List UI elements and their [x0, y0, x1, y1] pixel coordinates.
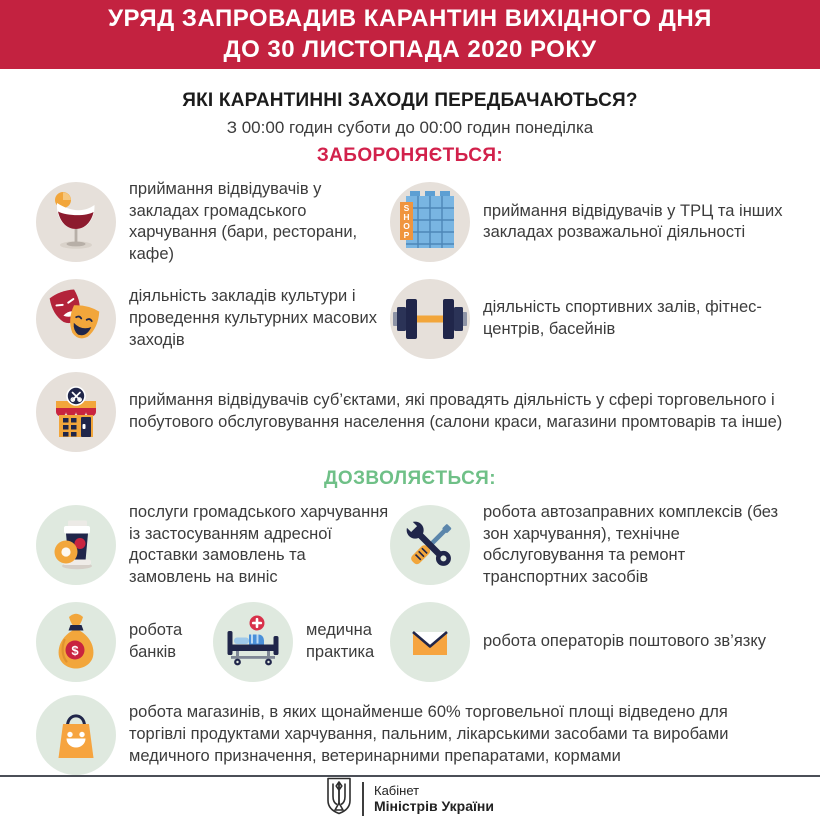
beauty-store-icon	[36, 372, 116, 452]
item-text: робота банків	[129, 621, 183, 661]
footer-divider	[362, 782, 364, 816]
item-text: приймання відвідувачів у закладах громадського харчування (бари, ресторани, кафе)	[129, 179, 358, 264]
list-item	[390, 502, 784, 589]
time-period: З 00:00 годин суботи до 00:00 годин понеділка	[226, 117, 594, 137]
dumbbell-icon	[390, 279, 470, 359]
prohibited-list	[36, 179, 784, 452]
footer-org-name	[374, 783, 494, 814]
list-item	[36, 602, 213, 682]
svg-text:$: $	[71, 642, 79, 658]
main-content	[0, 69, 820, 775]
footer-org-line2: Міністрів України	[374, 798, 494, 814]
section-question: ЯКІ КАРАНТИННІ ЗАХОДИ ПЕРЕДБАЧАЮТЬСЯ?	[182, 89, 638, 111]
allowed-list-row2	[36, 602, 784, 682]
item-text: медична практика	[306, 621, 375, 661]
trident-emblem-icon	[326, 777, 352, 820]
item-text: робота магазинів, в яких щонайменше 60% торговельної площі відведено для торгівлі продуктами харчування, пальним, лікарськими засобами та виробами медичного призначення, ветеринарними препаратами, кормами	[129, 703, 729, 765]
prohibited-heading: ЗАБОРОНЯЄТЬСЯ:	[316, 144, 504, 166]
list-item	[36, 372, 784, 452]
repair-tools-icon	[390, 505, 470, 585]
shopping-bag-icon	[36, 695, 116, 775]
footer-org-line1: Кабінет	[374, 783, 420, 798]
item-text: робота операторів поштового зв’язку	[483, 632, 766, 651]
list-item	[390, 602, 784, 682]
header-title-line1: УРЯД ЗАПРОВАДИВ КАРАНТИН ВИХІДНОГО ДНЯ	[108, 4, 712, 32]
list-item	[36, 695, 784, 775]
allowed-list	[36, 502, 784, 589]
item-text: приймання відвідувачів у ТРЦ та інших закладах розважальної діяльності	[483, 201, 783, 242]
item-text: діяльність закладів культури і проведення культурних масових заходів	[129, 287, 377, 349]
svg-text:P: P	[403, 230, 410, 241]
allowed-heading: ДОЗВОЛЯЄТЬСЯ:	[324, 467, 496, 489]
item-text: приймання відвідувачів суб’єктами, які провадять діяльність у сфері торговельного і побутового обслуговування населення (салони краси, магазини промтоварів та інше)	[129, 391, 783, 431]
theater-masks-icon	[36, 279, 116, 359]
envelope-icon	[390, 602, 470, 682]
wine-glass-icon	[36, 182, 116, 262]
footer	[0, 775, 820, 820]
item-text: послуги громадського харчування із застосуванням адресної доставки замовлень та замовлень на виніс	[129, 502, 389, 587]
svg-text:H: H	[403, 212, 410, 223]
list-item	[390, 179, 784, 266]
header-banner	[0, 0, 820, 69]
list-item	[36, 279, 390, 359]
list-item	[36, 179, 390, 266]
money-bag-icon	[36, 602, 116, 682]
item-text: діяльність спортивних залів, фітнес-центрів, басейнів	[483, 298, 762, 338]
list-item	[390, 279, 784, 359]
header-title-line2: ДО 30 ЛИСТОПАДА 2020 РОКУ	[223, 36, 597, 64]
list-item	[36, 502, 390, 589]
svg-text:O: O	[403, 221, 410, 232]
medical-bed-icon	[213, 602, 293, 682]
svg-text:S: S	[403, 203, 410, 214]
item-text: робота автозаправних комплексів (без зон харчування), технічне обслуговування та ремонт транспортних засобів	[483, 502, 779, 587]
shopping-mall-icon	[390, 182, 470, 262]
coffee-takeaway-icon	[36, 505, 116, 585]
list-item	[213, 602, 390, 682]
